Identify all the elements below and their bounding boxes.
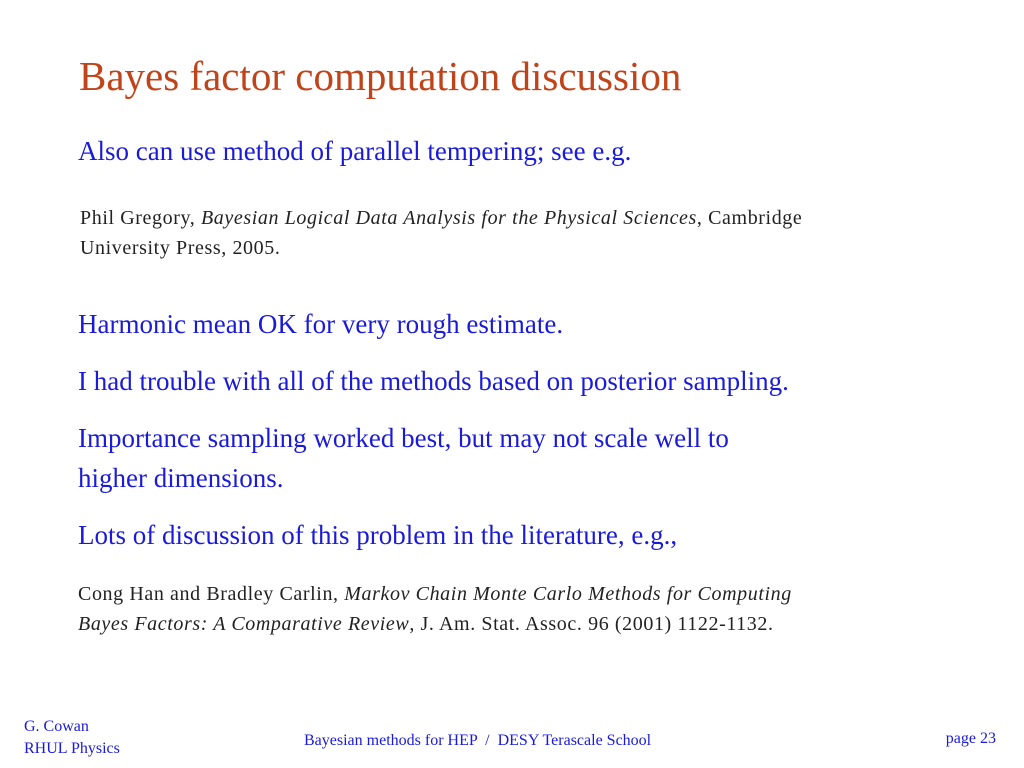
reference-han-carlin-title-part1: Markov Chain Monte Carlo Methods for Computing <box>344 583 792 605</box>
body-line-posterior-sampling: I had trouble with all of the methods based on posterior sampling. <box>78 366 789 396</box>
footer-page-number: page 23 <box>945 730 996 747</box>
reference-han-carlin-line1 <box>78 579 792 609</box>
body-line-harmonic-mean: Harmonic mean OK for very rough estimate. <box>78 309 564 339</box>
body-line-literature: Lots of discussion of this problem in the literature, e.g., <box>78 520 678 550</box>
body-line-parallel-tempering: Also can use method of parallel tempering; see e.g. <box>78 136 632 166</box>
reference-gregory-publisher: , Cambridge <box>696 207 803 229</box>
reference-han-carlin <box>78 579 792 639</box>
reference-gregory-title: Bayesian Logical Data Analysis for the Physical Sciences <box>200 207 697 229</box>
body-line-importance-sampling <box>78 418 729 498</box>
page-title: Bayes factor computation discussion <box>79 53 682 99</box>
reference-han-carlin-author: Cong Han and Bradley Carlin, <box>78 583 345 605</box>
footer-author-affiliation: RHUL Physics <box>24 740 120 757</box>
body-line-importance-sampling-a: Importance sampling worked best, but may not scale well to <box>78 423 729 453</box>
footer-author <box>24 716 120 760</box>
reference-gregory <box>80 203 802 263</box>
body-line-importance-sampling-b: higher dimensions. <box>78 463 284 493</box>
reference-han-carlin-journal: , J. Am. Stat. Assoc. 96 (2001) 1122-1132. <box>409 613 774 635</box>
reference-han-carlin-title-part2: Bayes Factors: A Comparative Review <box>78 613 410 635</box>
footer-center-text: Bayesian methods for HEP / DESY Terascale School <box>304 732 652 749</box>
reference-han-carlin-line2 <box>78 609 792 639</box>
reference-gregory-line2: University Press, 2005. <box>80 237 281 259</box>
footer-author-name: G. Cowan <box>24 718 89 735</box>
reference-gregory-author: Phil Gregory, <box>80 207 201 229</box>
reference-gregory-line1 <box>80 203 802 233</box>
